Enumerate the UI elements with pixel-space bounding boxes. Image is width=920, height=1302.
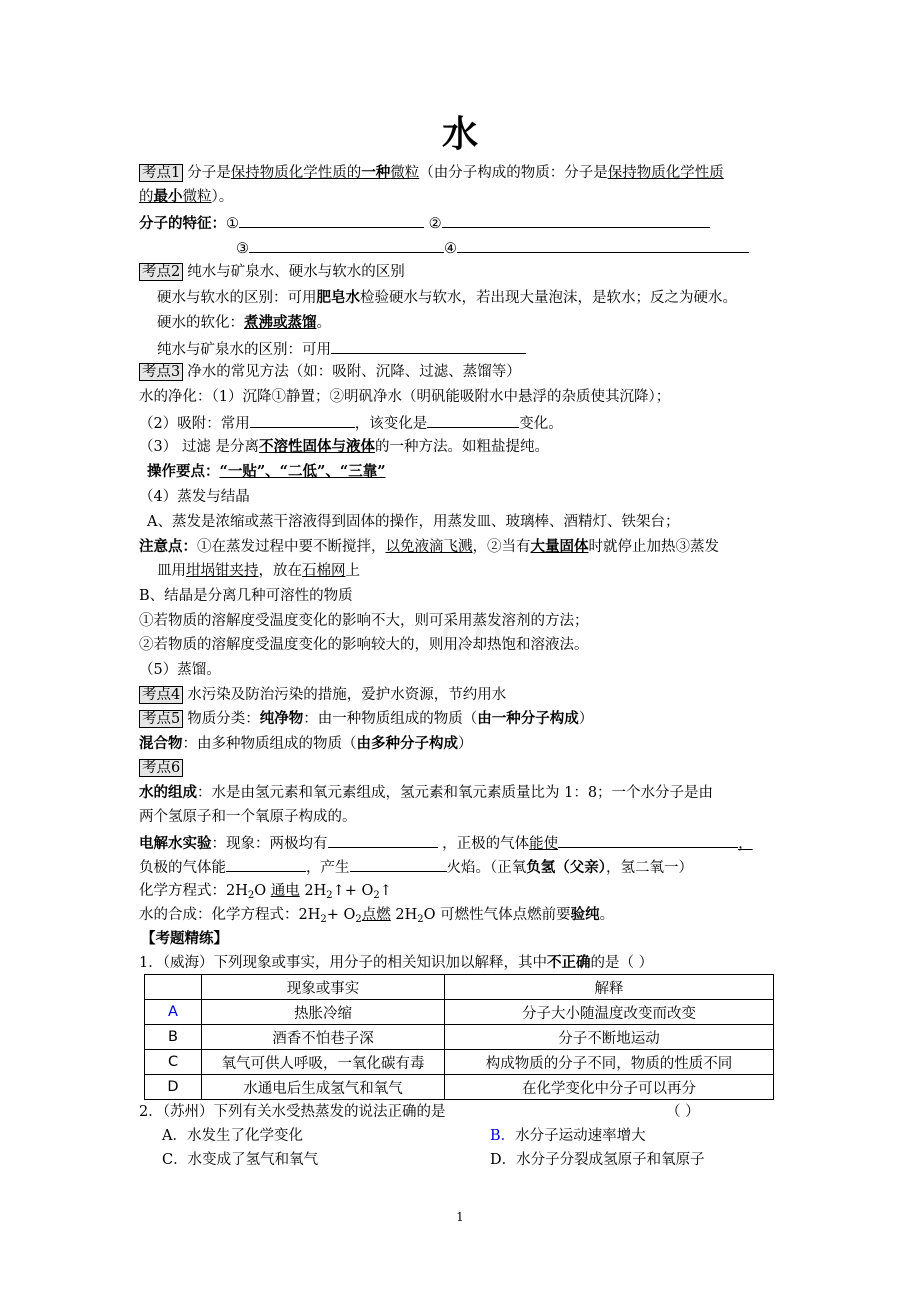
k6-tag: 考点6 [139,759,183,777]
k6-comp2: 两个氢原子和一个氧原子构成的。 [139,809,357,825]
k1-tag: 考点1 [139,164,183,182]
k1-line1: 考点1 分子是保持物质化学性质的一种微粒（由分子构成的物质：分子是保持物质化学性质 [139,163,724,183]
blank-feature-1[interactable] [239,212,424,228]
k3-line7: 注意点：①在蒸发过程中要不断搅拌，以免液滴飞溅，②当有大量固体时就停止加热③蒸发 [139,538,719,555]
k3-line3: （3） 过滤 是分离不溶性固体与液体的一种方法。如粗盐提纯。 [139,438,549,455]
q2-option-d[interactable]: D．水分子分裂成氢原子和氧原子 [490,1152,705,1168]
explanation-cell: 构成物质的分子不同，物质的性质不同 [445,1050,774,1075]
blank-feature-4[interactable] [457,237,749,253]
k3-line10: ①若物质的溶解度受温度变化的影响不大，则可采用蒸发溶剂的方法； [139,613,589,629]
table-row[interactable] [145,1000,774,1025]
blank-neg-1[interactable] [226,856,306,872]
explanation-cell: 分子不断地运动 [445,1025,774,1050]
k5-tag: 考点5 [139,710,183,728]
k6-heading [139,758,187,778]
table-header-fact: 现象或事实 [202,975,445,1000]
k2-tag: 考点2 [139,263,183,281]
watermark: cn [440,600,506,663]
k1-line2: 的最小微粒）。 [139,188,234,205]
table-header-explanation: 解释 [445,975,774,1000]
blank-feature-2[interactable] [442,212,710,228]
k3-line4: 操作要点：“一贴”、“二低”、“三靠” [147,463,386,480]
table-header-row [145,975,774,1000]
fact-cell: 水通电后生成氢气和氧气 [202,1075,445,1100]
features-line2: ③ ④ [236,237,749,257]
k6-eq1: 化学方程式：$2H_2O$ 通电 $2H_2↑+$ $O_2↑$ [139,883,392,901]
features-line1: 分子的特征：① ② [139,212,710,232]
table-row[interactable] [145,1050,774,1075]
k6-eq2: 水的合成：化学方程式：$2H_2+ O_2$点燃 $2H_2O$ 可燃性气体点燃前要验纯。 [139,906,615,925]
blank-adsorb[interactable] [250,412,355,428]
blank-feature-3[interactable] [249,237,444,253]
question-1-table [144,974,774,1100]
k3-line2: （2）吸附：常用 ，该变化是 变化。 [139,412,563,432]
k3-line9: B、结晶是分离几种可溶性的物质 [139,588,353,604]
q2-option-b[interactable]: B．水分子运动速率增大 [490,1128,646,1144]
k2-softening: 硬水的软化：煮沸或蒸馏。 [157,314,331,331]
blank-neg-2[interactable] [350,856,447,872]
option-letter[interactable]: A [145,1000,202,1025]
k4-tag: 考点4 [139,686,183,704]
explanation-cell: 分子大小随温度改变而改变 [445,1000,774,1025]
option-letter[interactable]: C [145,1050,202,1075]
k3-line12: （5）蒸馏。 [139,662,221,678]
k2-heading: 考点2 纯水与矿泉水、硬水与软水的区别 [139,262,405,282]
blank-elec-2[interactable] [558,832,738,848]
blank-elec-1[interactable] [328,832,438,848]
k6-elec: 电解水实验：现象：两极均有 ，正极的气体能使 ， [139,832,753,852]
option-letter[interactable]: B [145,1025,202,1050]
page-number: 1 [456,1210,464,1224]
k5-line2: 混合物：由多种物质组成的物质（由多种分子构成） [139,735,473,752]
table-row[interactable] [145,1075,774,1100]
k3-tag: 考点3 [139,363,183,381]
k2-mineral: 纯水与矿泉水的区别：可用 [157,338,526,358]
question-2-answer-paren[interactable]: （ ） [666,1104,700,1120]
k4-line: 考点4 水污染及防治污染的措施，爱护水资源，节约用水 [139,685,506,705]
blank-mineral[interactable] [331,338,526,354]
k3-line8: 皿用坩埚钳夹持，放在石棉网上 [157,563,360,579]
question-2: 2．（苏州）下列有关水受热蒸发的说法正确的是 [139,1104,446,1120]
explanation-cell: 在化学变化中分子可以再分 [445,1075,774,1100]
page-title: 水 [441,114,478,155]
k6-neg: 负极的气体能 ，产生 火焰。（正氧负氢（父亲），氢二氧一） [139,856,693,876]
fact-cell: 热胀冷缩 [202,1000,445,1025]
option-letter[interactable]: D [145,1075,202,1100]
k3-line11: ②若物质的溶解度受温度变化的影响较大的，则用冷却热饱和溶液法。 [139,637,589,653]
k3-line5: （4）蒸发与结晶 [139,489,250,505]
k6-comp1: 水的组成：水是由氢元素和氧元素组成，氢元素和氧元素质量比为 1：8；一个水分子是由 [139,784,714,801]
fact-cell: 酒香不怕巷子深 [202,1025,445,1050]
q2-option-c[interactable]: C．水变成了氢气和氧气 [162,1152,319,1168]
k2-hard-soft: 硬水与软水的区别：可用肥皂水检验硬水与软水，若出现大量泡沫，是软水；反之为硬水。 [157,289,737,306]
k3-heading: 考点3 净水的常见方法（如：吸附、沉降、过滤、蒸馏等） [139,362,521,382]
table-row[interactable] [145,1025,774,1050]
k3-line6: A、蒸发是浓缩或蒸干溶液得到固体的操作，用蒸发皿、玻璃棒、酒精灯、铁架台； [147,514,680,530]
q2-option-a[interactable]: A．水发生了化学变化 [162,1128,303,1144]
practice-header: 【考题精练】 [141,930,228,947]
k5-line1: 考点5 物质分类：纯净物：由一种物质组成的物质（由一种分子构成） [139,709,593,729]
blank-change[interactable] [427,412,519,428]
question-1: 1．（威海）下列现象或事实，用分子的相关知识加以解释，其中不正确的是（ ） [139,954,654,971]
fact-cell: 氧气可供人呼吸，一氧化碳有毒 [202,1050,445,1075]
k3-line1: 水的净化：（1）沉降①静置；②明矾净水（明矾能吸附水中悬浮的杂质使其沉降）； [139,389,671,405]
